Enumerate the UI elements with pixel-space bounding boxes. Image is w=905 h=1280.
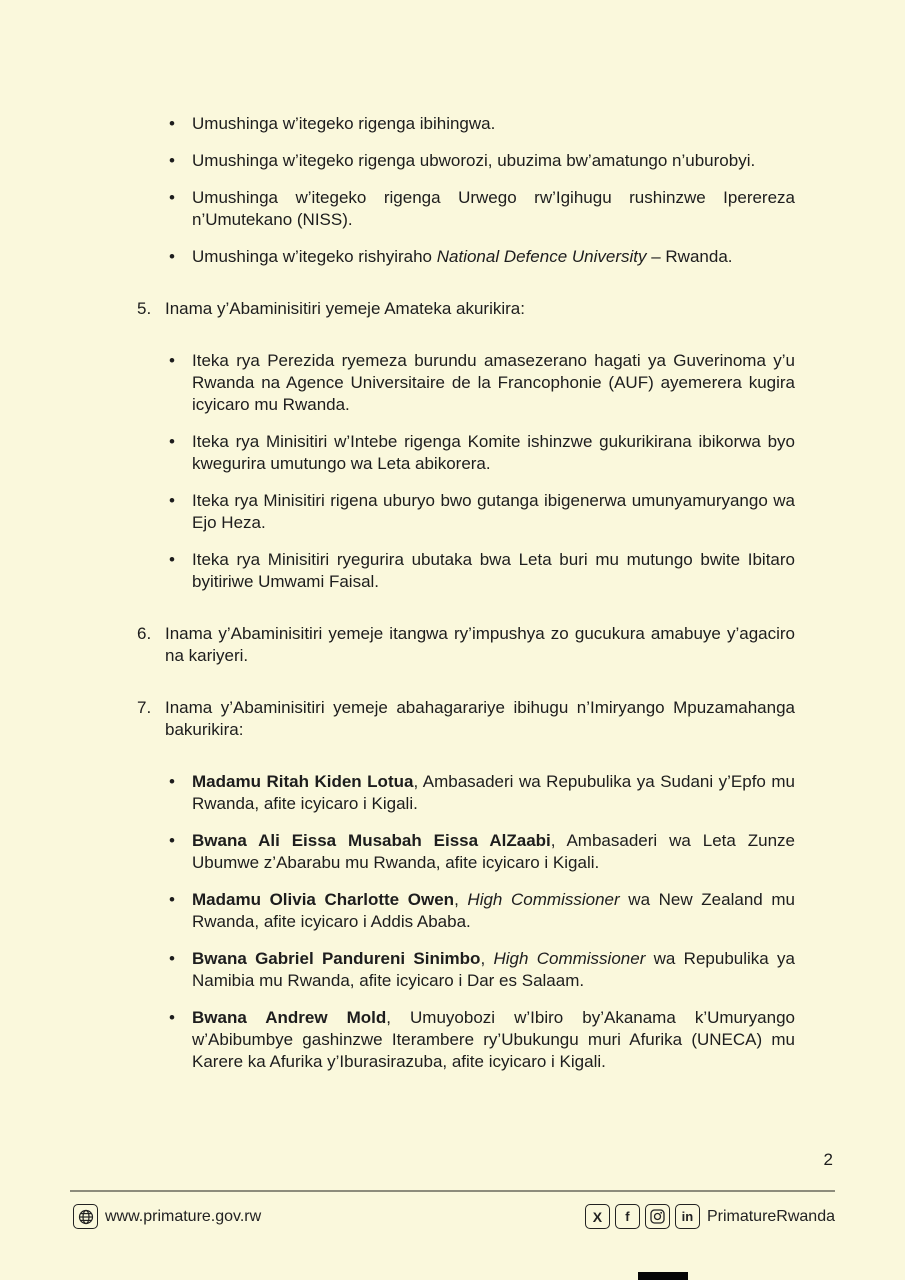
list-item: • Iteka rya Perezida ryemeza burundu amasezerano hagati ya Guverinoma y’u Rwanda na Agence Universitaire de la Francophonie (AUF) ayemerera kugira icyicaro mu Rwanda.: [167, 350, 795, 416]
list-item: • Madamu Ritah Kiden Lotua, Ambasaderi wa Repubulika ya Sudani y’Epfo mu Rwanda, afite icyicaro i Kigali.: [167, 771, 795, 815]
facebook-icon[interactable]: f: [615, 1204, 640, 1229]
agenda-item-7: [137, 697, 795, 741]
globe-icon: [73, 1204, 98, 1229]
list-item: • Iteka rya Minisitiri rigena uburyo bwo gutanga ibigenerwa umunyamuryango wa Ejo Heza.: [167, 490, 795, 534]
list-item: • Iteka rya Minisitiri ryegurira ubutaka bwa Leta buri mu mutungo bwite Ibitaro byitiriwe Umwami Faisal.: [167, 549, 795, 593]
list-item: • Umushinga w’itegeko rigenga ibihingwa.: [167, 113, 795, 135]
page-number: 2: [823, 1150, 833, 1169]
list-item: • Bwana Andrew Mold, Umuyobozi w’Ibiro by’Akanama k’Umuryango w’Abibumbye gashinzwe Iterambere ry’Ubukungu muri Afurika (UNECA) mu Karere ka Afurika y’Iburasirazuba, afite icyicaro i Kigali.: [167, 1007, 795, 1073]
item-text: Inama y’Abaminisitiri yemeje abahagarariye ibihugu n’Imiryango Mpuzamahanga bakurikira:: [165, 698, 795, 739]
social-handle: PrimatureRwanda: [706, 1207, 835, 1225]
agenda-item-5: [137, 298, 795, 320]
list-item: • Iteka rya Minisitiri w’Intebe rigenga Komite ishinzwe gukurikirana ibikorwa byo kwegurira umutungo wa Leta abikorera.: [167, 431, 795, 475]
bottom-black-bar: [638, 1272, 688, 1280]
agenda-item-6: [137, 623, 795, 667]
envoy-list: [137, 771, 795, 1073]
item-number: 6.: [137, 624, 152, 643]
bill-list: [137, 113, 795, 268]
website-url[interactable]: www.primature.gov.rw: [105, 1207, 262, 1225]
list-item: • Bwana Ali Eissa Musabah Eissa AlZaabi, Ambasaderi wa Leta Zunze Ubumwe z’Abarabu mu Rwanda, afite icyicaro i Kigali.: [167, 830, 795, 874]
list-item: • Umushinga w’itegeko rigenga Urwego rw’Igihugu rushinzwe Iperereza n’Umutekano (NISS).: [167, 187, 795, 231]
item-number: 5.: [137, 299, 152, 318]
footer-social-group: [585, 1204, 835, 1229]
instagram-icon[interactable]: [645, 1204, 670, 1229]
social-icons: [585, 1204, 700, 1229]
item-number: 7.: [137, 698, 152, 717]
footer-website-group: [73, 1204, 261, 1229]
decree-list: [137, 350, 795, 593]
item-text: Inama y’Abaminisitiri yemeje itangwa ry’impushya zo gucukura amabuye y’agaciro na kariyeri.: [165, 624, 795, 665]
footer: [73, 1204, 835, 1229]
list-item: • Umushinga w’itegeko rigenga ubworozi, ubuzima bw’amatungo n’uburobyi.: [167, 150, 795, 172]
list-item: • Umushinga w’itegeko rishyiraho National Defence University – Rwanda.: [167, 246, 795, 268]
item-text: Inama y’Abaminisitiri yemeje Amateka akurikira:: [165, 299, 525, 318]
list-item: • Bwana Gabriel Pandureni Sinimbo, High Commissioner wa Repubulika ya Namibia mu Rwanda, afite icyicaro i Dar es Salaam.: [167, 948, 795, 992]
linkedin-icon[interactable]: in: [675, 1204, 700, 1229]
document-content: [137, 113, 795, 1073]
footer-divider: [70, 1190, 835, 1192]
list-item: • Madamu Olivia Charlotte Owen, High Commissioner wa New Zealand mu Rwanda, afite icyicaro i Addis Ababa.: [167, 889, 795, 933]
x-icon[interactable]: X: [585, 1204, 610, 1229]
